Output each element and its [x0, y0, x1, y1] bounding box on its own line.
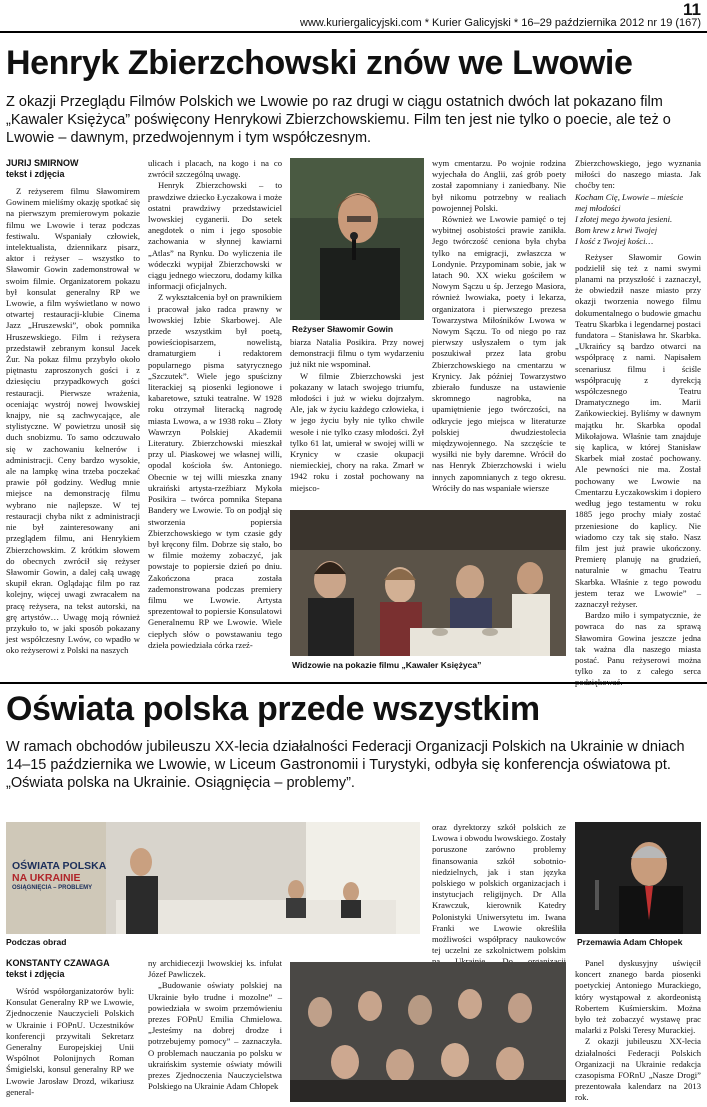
page-number: 11 [683, 0, 701, 19]
poem-line: Bom krew z krwi Twojej [575, 225, 658, 236]
article2-author-block [6, 958, 134, 980]
article2-column-2 [148, 958, 282, 1102]
article1-column-3 [290, 337, 424, 505]
article1-column-5 [575, 158, 701, 676]
banner-line-2: NA UKRAINIE [12, 872, 81, 884]
article1-lead: Z okazji Przeglądu Filmów Polskich we Lwowie po raz drugi w ciągu ostatnich dwóch lat pokazano film „Kawaler Księżyca” poświęcony Henrykowi Zbierzchowskiemu. Film ten jest nie tylko o poecie, ale też o Lwowie – dawnym, przedwojennym i tym współczesnym. [6, 94, 671, 146]
article2-author-role: tekst i zdjęcia [6, 969, 65, 979]
director-photo-illustration [290, 158, 424, 320]
banner-line-3: OSIĄGNIĘCIA – PROBLEMY [12, 885, 93, 891]
paragraph: W filmie Zbierzchowski jest pokazany w latach swojego triumfu, młodości i już w wieku dojrzałym. Ale, jak w życiu każdego człowieka, i w jego życiu były nie tylko chwile wesołe i nie tylko czasy młodości. Żył tylko 61 lat, umierał w swojej willi w Krynicy w czasie okupacji niemieckiej, chory na raka. Zmarł w 1942 roku i został pochowany na miejsco- [290, 370, 424, 493]
article1-column-4 [432, 158, 566, 508]
photo4-caption: Przemawia Adam Chłopek [577, 937, 683, 947]
article1-column-1 [6, 158, 140, 668]
paragraph: Panel dyskusyjny uświęcił koncert znanego barda piosenki poetyckiej Antoniego Murackiego, który wystąpował z akordeonistą Robertem Kuśmierskim. Można było też zobaczyć wystawę prac malarki z Polski Teresy Murackiej. [575, 958, 701, 1036]
photo2-caption: Widzowie na pokazie filmu „Kawaler Księżyca” [292, 660, 482, 670]
conference-banner [12, 860, 112, 893]
paragraph: ulicach i placach, na kogo i na co zwrócił szczególną uwagę. [148, 158, 282, 180]
photo-adam-chlopek [575, 822, 701, 934]
photo-conference [6, 822, 420, 934]
paragraph: Bardzo miło i sympatycznie, że powraca do nas za sprawą Sławomira Gowina jeszcze jedna tak ważna dla naszego miasta postać. Panu reżyserowi można tylko za to z całego serca [575, 610, 701, 677]
article2-lead: W ramach obchodów jubileuszu XX-lecia działalności Federacji Organizacji Polskich na Ukrainie w dniach 14–15 października we Lwowie, w Liceum Gastronomii i Turystyki, odbyła się konferencja oświatowa pt. „Oświata polska na Ukrainie. Osiągnięcia – problemy”. [6, 739, 685, 791]
paragraph: Wśród współorganizatorów byli: Konsulat Generalny RP we Lwowie, Zjednoczenie Nauczycieli Polskich w Ukrainie i FOPnU. Uczestników konferencji przywitali Sekretarz Generalny Europejskiej Unii Wspólnot Polonijnych Roman Śmigielski, konsul generalny RP we Lwowie Jarosław Drozd, wikariusz general- [6, 986, 134, 1097]
article1-author: JURIJ SMIRNOW [6, 158, 79, 168]
paragraph: Z okazji jubileuszu XX-lecia działalności Federacji Polskich Organizacji na Ukrainie redakcja czasopisma FORnU „Nasze Drogi” prezentowała kalendarz na 2013 rok. [575, 1036, 701, 1103]
photo1-caption: Reżyser Sławomir Gowin [292, 324, 394, 334]
photo3-caption: Podczas obrad [6, 937, 67, 947]
article-divider [0, 682, 707, 684]
audience-photo-illustration [290, 510, 566, 656]
photo-director-gowin [290, 158, 424, 320]
article1-title: Henryk Zbierzchowski znów we Lwowie [6, 44, 633, 82]
article1-column-2 [148, 158, 282, 668]
paragraph: ny archidiecezji lwowskiej ks. infułat Józef Pawliczek. [148, 958, 282, 980]
paragraph: biarza Natalia Posikira. Przy nowej demonstracji filmu o tym wydarzeniu już nikt nie wspominał. [290, 337, 424, 370]
poem-line: I złotej mego żywota jesieni. [575, 214, 673, 225]
article2-column-middle [432, 822, 566, 962]
article2-author: KONSTANTY CZAWAGA [6, 958, 110, 968]
paragraph: Henryk Zbierzchowski – to prawdziwe dziecko Łyczakowa i może ostatni prawdziwy przedstawiciel lwowskiej cyganerii. Do setek anegdotek o nim i jego sposobie zachowania w słynnej kawiarni „Atlas” na Rynku. Do wyliczenia ile wódeczki wypijał Zbierzchowski w ciągu jednego wieczoru, dodamy kilka informacji oficjalnych. [148, 180, 282, 292]
paragraph: Z reżyserem filmu Sławomirem Gowinem mieliśmy okazję spotkać się na pierwszym premierowym pokazie filmu we Lwowie i teraz podczas festiwalu. Wspaniały człowiek, intelektualista, dziennikarz pisarz, aktor i reżyser – wszystko to Sławomir Gowin zademonstrował w swoim filmie. Organizatorem pokazu był konsulat generalny RP we Lwowie, a film wyświetlano w nowo otwartej restauracji-klubie Cinema Jazz „Hruszewski”, obok pomnika Hruszewskiego. Film i reżysera przedstawił zebranym konsul Jacek Żur. Na pokaz filmu przybyło około piętnastu zaproszonych gości i z dziesięciu przypadkowych gości restauracji. Pierwsze wrażenia, oceniając wystrój nowej lwowskiej knajpy, nie są zachwycające, ale stylistyczne. W powietrzu unosił się duch snobizmu. To samo odczuwało się w zachowaniu kelnerów i administracji. Ceny bardzo wysokie, ale na lampkę wina trzeba poczekać prawie pół godziny. Według mnie miejsce na demonstrację filmu wybrano nie najlepsze. W tej restauracji chyba nikt z administracji nie był zainteresowany ani przeglądem filmu, ani Henrykiem Zbierzchowskim. Z krótkim słowem do obecnych zwrócił się reżyser Sławomir Gowin, a dalej całą uwagę skupił ekran. Oglądając film po raz kolejny, więcej uwagi zwracałem na pracę reżysera, na tekst autorski, na grę artystów… Uwagę moją również przykuło to, w jaki sposób pokazany jest współczesny Lwów, co wpadło w oko reżyserowi z Polski na naszych [6, 186, 140, 656]
paragraph: wym cmentarzu. Po wojnie rodzina wyjechała do Anglii, zaś grób poety został zapomniany i zaniedbany. Nie był nikomu potrzebny w realiach powojennej Polski. [432, 158, 566, 213]
poem-line: Kocham Cię, Lwowie – mieście [575, 191, 684, 202]
paragraph: Reżyser Sławomir Gowin podzielił się też z nami swymi planami na przyszłość i zaznaczył, że obwiedził nasze miasto przy okazji tworzenia nowego filmu dokumentalnego o budowie gmachu Teatru Skarbka i legendarnej postaci fundatora – Stanisława hr. Skarbka. „Ukraińcy są bardzo otwarci na współpracę z nami. Napisałem scenariusz filmu i ściśle współpracuję z dyrekcją współczesnego Teatru Dramatycznego im. Marii Zańkowieckiej. Byliśmy w dawnym majątku hr. Skarbka opodal Mikołajowa. Właśnie tam znajduje się kaplica, w której Stanisław Skarbek miał zostać pochowany. Ale pewności nie ma. Został pochowany we Lwowie na Cmentarzu Łyczakowskim i dopiero według jego testamentu w roku 1885 jego prochy miały zostać przeniesione do kaplicy. Nie wiadomo czy tak się stało. Nasz film jest już prawie ukończony. Premierę planuję na grudzień, naturalnie w gmachu Teatru Skarbka. Właśnie z tego powodu jestem teraz we Lwowie” – zaznaczył reżyser. [575, 251, 701, 609]
speaker-photo-illustration [575, 822, 701, 934]
paragraph: Zbierzchowskiego, jego wyznania miłości do naszego miasta. Jak choćby ten: [575, 158, 701, 191]
article1-author-block [6, 158, 140, 180]
photo-audience [290, 510, 566, 656]
paragraph: „Budowanie oświaty polskiej na Ukrainie było trudne i mozolne” – powiedziała w swoim przemówieniu prezes FOPnU Emilia Chmielowa. „Jesteśmy na dobrej drodze i potrzebujemy pomocy” – zaznaczyła. O problemach nauczania po polsku w ukraińskim systemie oświaty mówili prezes Zjednoczenia Nauczycielstwa Polskiego na Ukrainie Adam Chłopek [148, 980, 282, 1092]
photo-conference-audience [290, 962, 566, 1102]
poem-line: mej młodości [575, 202, 621, 213]
paragraph: Z wykształcenia był on prawnikiem i pracował jako radca prawny w lwowskiej Izbie Skarbowej. Ale przede wszystkim był poetą, powieściopisarzem, nowelistą, dramaturgiem i redaktorem popularnego pisma satyrycznego „Szczutek”. Wiele jego spuścizny literackiej są piosenki legionowe i kabaretowe, sztuki teatralne. W 1928 roku otrzymał literacką nagrodę miasta Lwowa, a w 1938 roku – Złoty Wawrzyn Polskiej Akademii Literatury. Zbierzchowski mieszkał przy ul. Piaskowej we własnej willi, opodal kościoła św. Antoniego. Obecnie w tej willi mieszka znany ukraiński artysta-rzeźbiarz Mykoła Posikira – twórca pomnika Stepana Bandery we Lwowie. To on podjął się stworzenia popiersia Zbierzchowskiego w tym czasie gdy był kręcony film. Dobrze się stało, bo w filmie możemy zobaczyć, jak powstaje to popiersie dzień po dniu. Zakończona praca została zademonstrowana podczas premiery filmu we Lwowie. Artysta sprezentował to popiersie Konsulatowi Generalnemu RP we Lwowie. Wiele ciepłych słów o powstawaniu tego dzieła powiedziała córka rzeź- [148, 292, 282, 650]
banner-line-1: OŚWIATA POLSKA [12, 860, 107, 872]
article2-column-right [575, 958, 701, 1102]
paragraph: Również we Lwowie pamięć o tej wybitnej osobistości prawie zanikła. Jego twórczość ceniona była chyba tylko na emigracji, zwłaszcza w Londynie. Przypominam sobie, jak w latach 90. XX wieku gościłem w Nowym Sączu u śp. Jerzego Masiora, również lwowiaka, poety i lekarza, organizatora i pierwszego prezesa Towarzystwa Miłośników Lwowa w Nowym Sączu. To od niego po raz pierwszy usłyszałem o tym jak poszukiwał przez lata grobu Zbierzchowskiego na cmentarzu w Krynicy. Jak później Towarzystwo zbierało fundusze na ustawienie skromnego nagrobka, na upamiętnienie jego twórczości, na odkrycie jego miejsca w literaturze polskiej dwudziestolecia międzywojennego. Na szczęście te wysiłki nie były daremne. Wrócił do nas Henryk Zbierzchowski i wielu innych zapomnianych z tego okresu. Wróciły do nas wspaniałe wiersze [432, 214, 566, 493]
article1-author-role: tekst i zdjęcia [6, 169, 65, 179]
audience-photo-illustration-2 [290, 962, 566, 1102]
paragraph: oraz dyrektorzy szkół polskich ze Lwowa i obwodu lwowskiego. Zostały poruszone zarówno problemy finansowania szkół sobotnio-niedzielnych, jak i stan języka polskiego w polskich organizacjach i instytucjach religijnych. Dr Alla Krawczuk, kierownik Katedry Polonistyki Uniwersytetu im. Iwana Franki we Lwowie określiła możliwości współpracy naukowców tej uczelni ze szkolnictwem polskim [432, 822, 566, 956]
poem-line: I kość z Twojej kości… [575, 236, 654, 247]
article2-column-1 [6, 958, 134, 1102]
poem [575, 192, 701, 248]
article2-title: Oświata polska przede wszystkim [6, 690, 540, 728]
header-rule [0, 31, 707, 33]
header-url-line: www.kuriergalicyjski.com * Kurier Galicyjski * 16–29 października 2012 nr 19 (167) [300, 17, 702, 29]
